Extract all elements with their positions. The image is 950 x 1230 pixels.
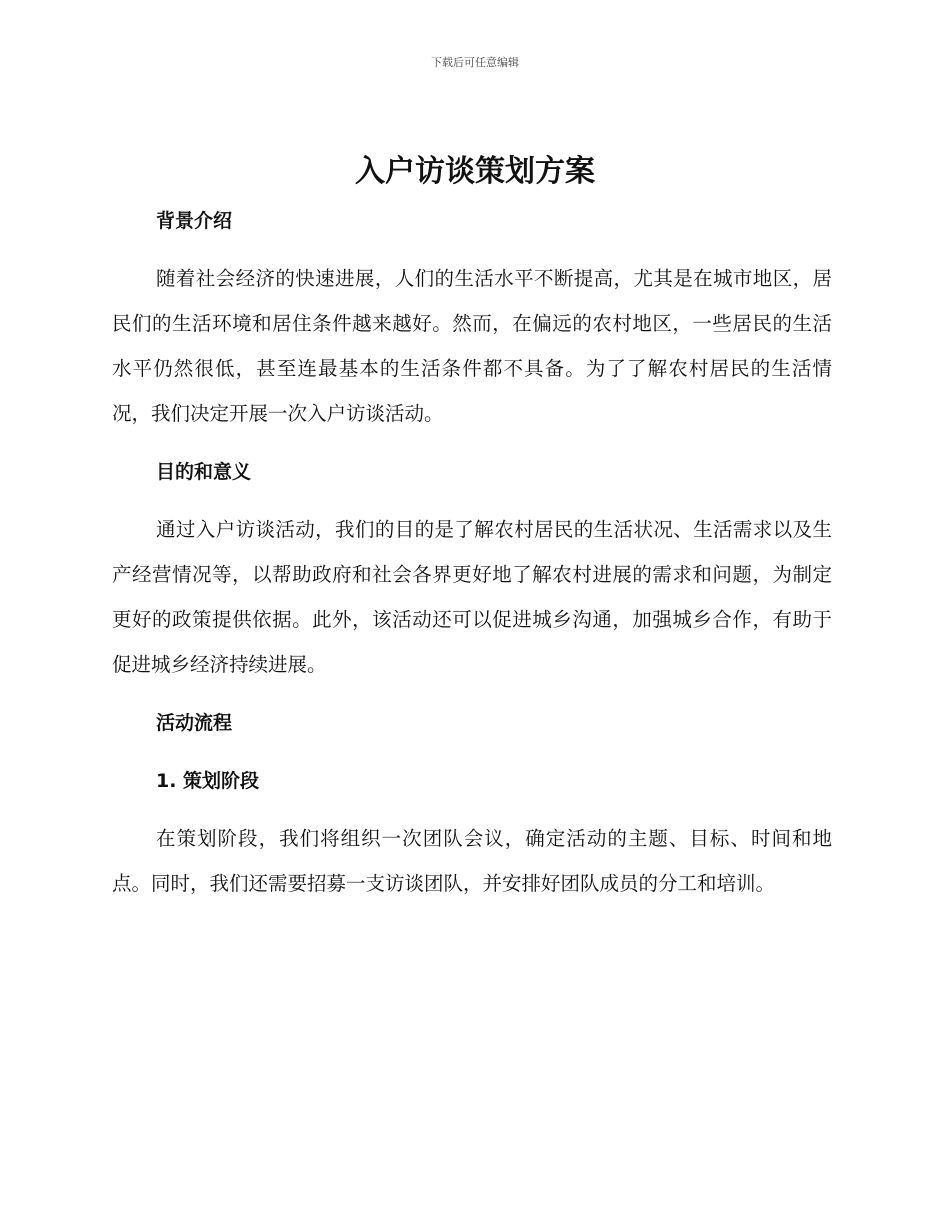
document-body — [112, 198, 832, 906]
section-heading-process: 活动流程 — [156, 712, 233, 734]
document-title: 入户访谈策划方案 — [355, 154, 595, 189]
section-heading-background: 背景介绍 — [156, 210, 233, 232]
section-heading-purpose: 目的和意义 — [156, 461, 252, 483]
paragraph-background: 随着社会经济的快速进展，人们的生活水平不断提高，尤其是在城市地区，居民们的生活环境和居住条件越来越好。然而，在偏远的农村地区，一些居民的生活水平仍然很低，甚至连最基本的生活条件都不具备。为了了解农村居民的生活情况，我们决定开展一次入户访谈活动。 — [112, 267, 832, 425]
subsection-heading-planning: 1. 策划阶段 — [156, 770, 260, 792]
paragraph-purpose: 通过入户访谈活动，我们的目的是了解农村居民的生活状况、生活需求以及生产经营情况等，以帮助政府和社会各界更好地了解农村进展的需求和问题，为制定更好的政策提供依据。此外，该活动还可以促进城乡沟通，加强城乡合作，有助于促进城乡经济持续进展。 — [112, 518, 832, 676]
paragraph-planning: 在策划阶段，我们将组织一次团队会议，确定活动的主题、目标、时间和地点。同时，我们还需要招募一支访谈团队，并安排好团队成员的分工和培训。 — [112, 827, 832, 895]
page-header-note: 下载后可任意编辑 — [431, 56, 519, 69]
